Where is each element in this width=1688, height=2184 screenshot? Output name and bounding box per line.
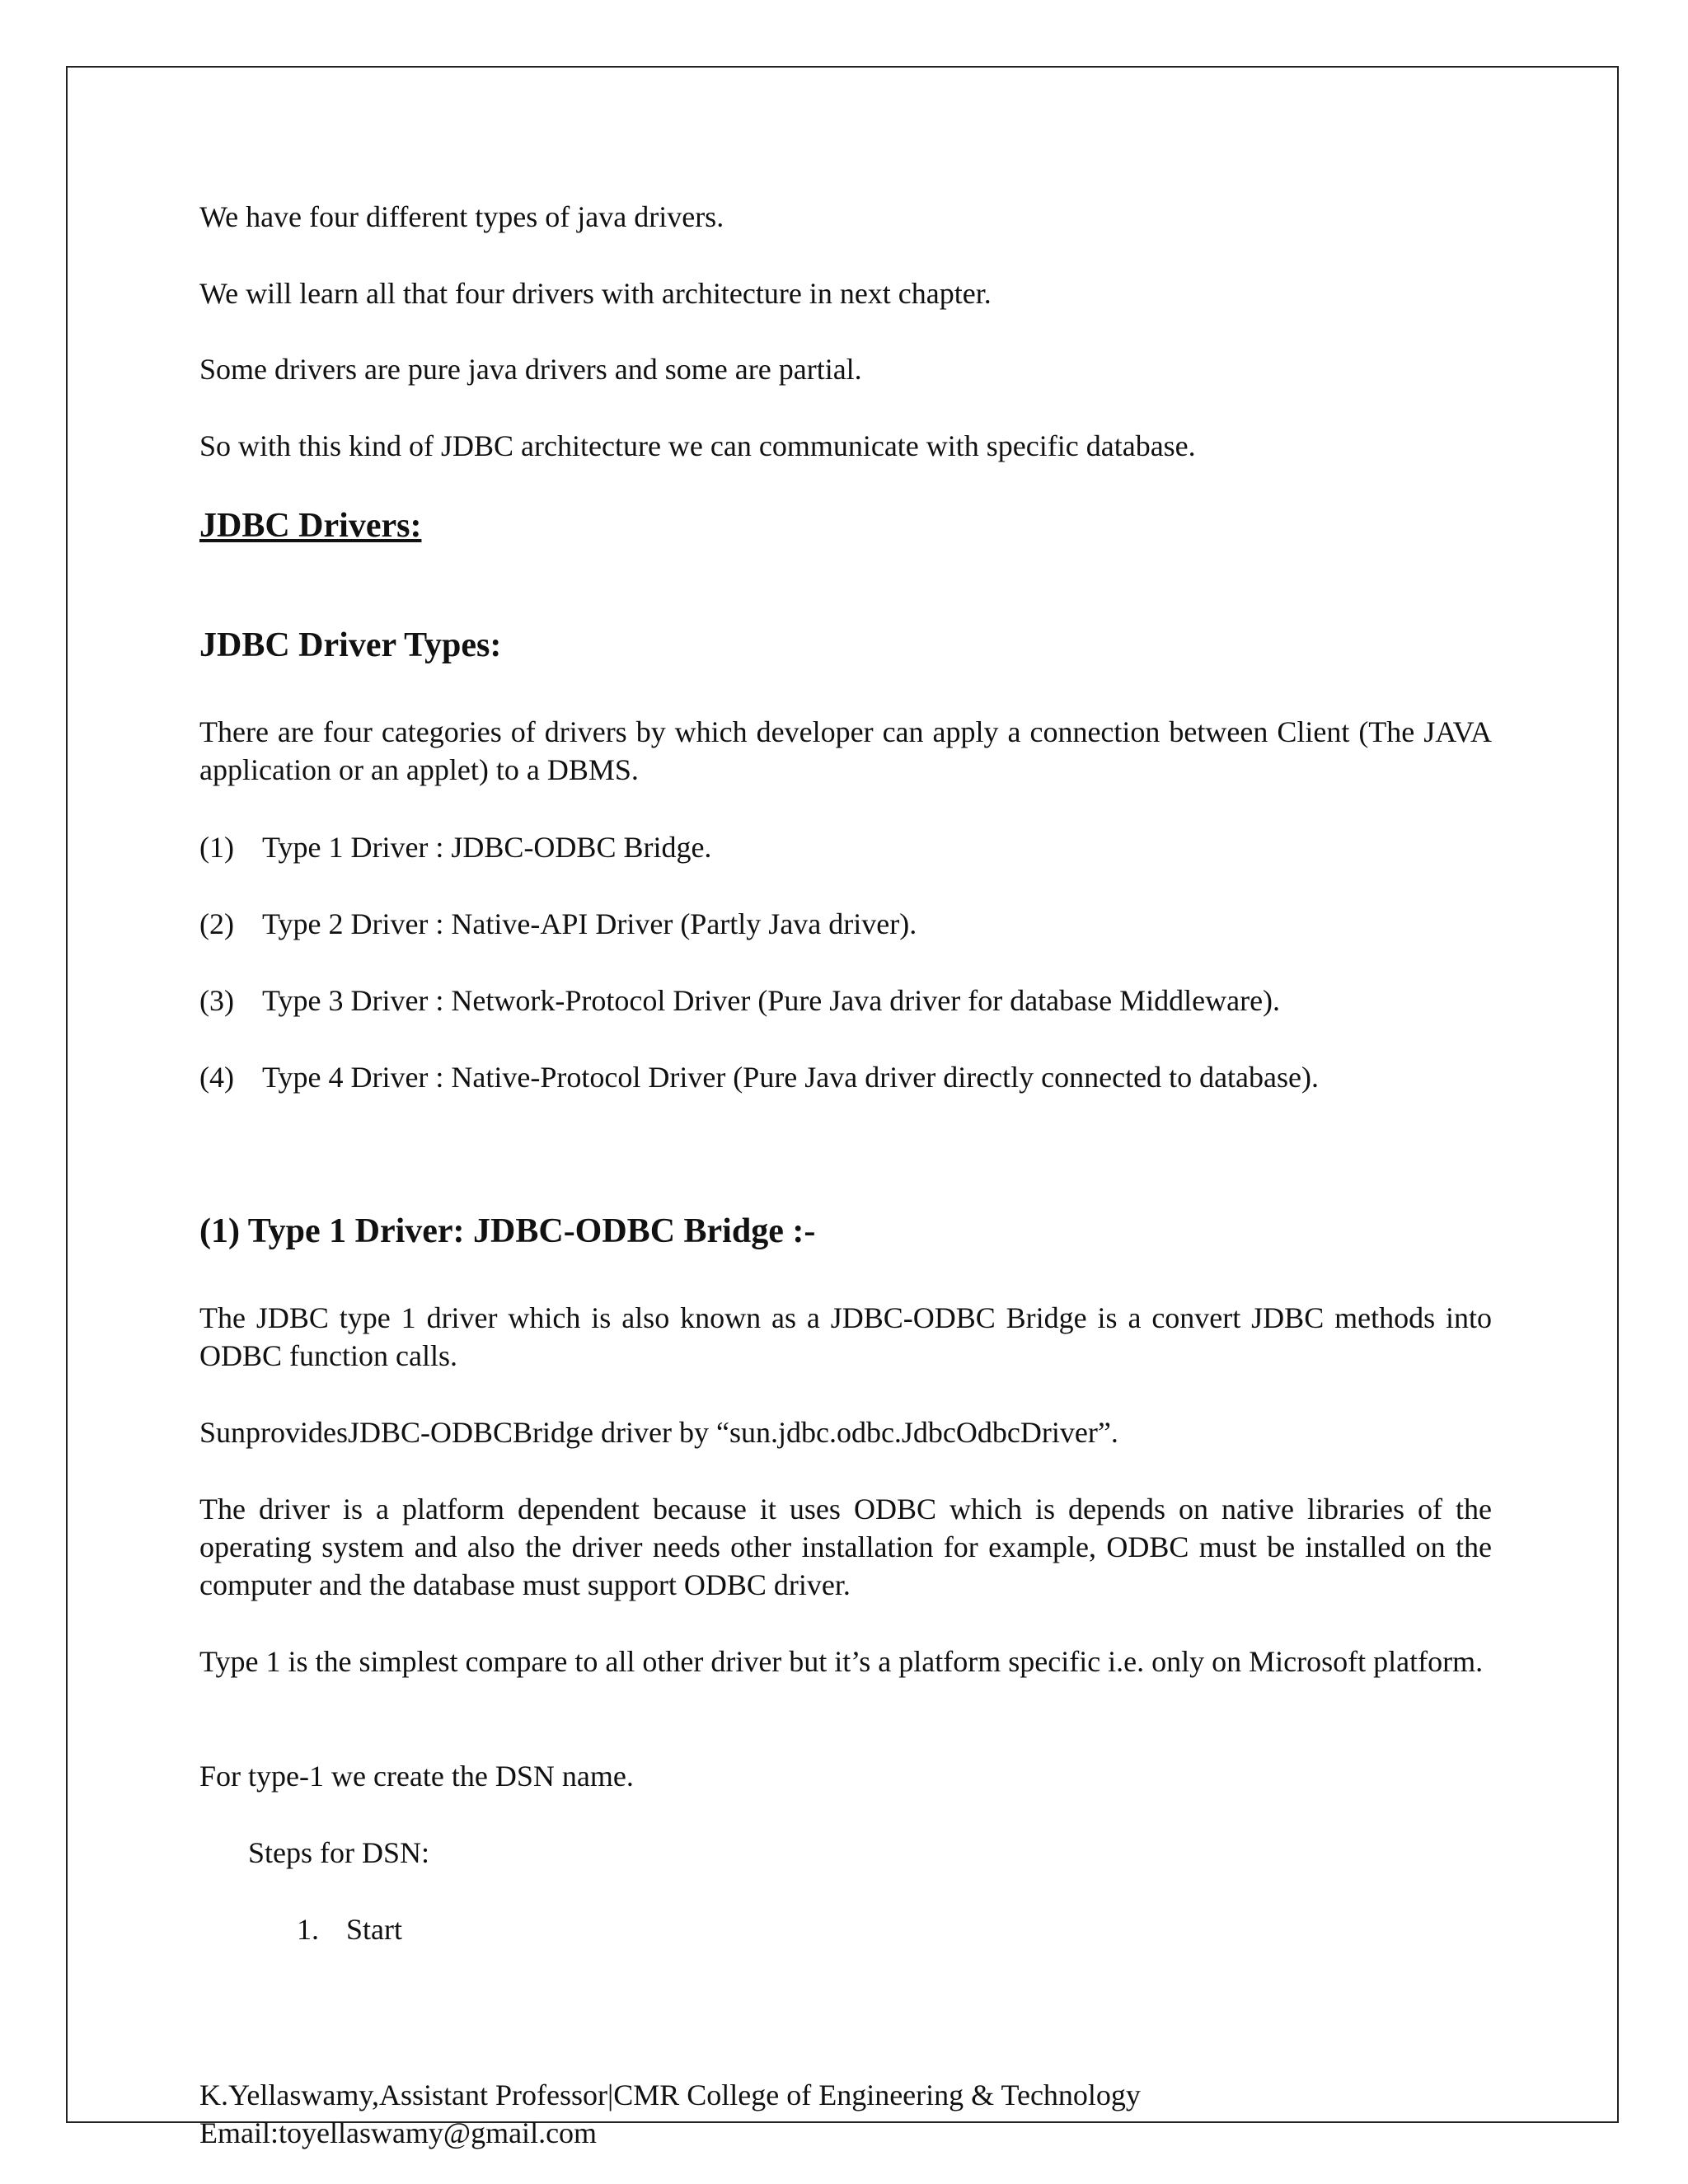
type1-paragraph-5: For type-1 we create the DSN name. [199,1760,634,1793]
driver-type-item-2 [199,905,917,943]
intro-line-1: We have four different types of java drivers. [199,200,724,233]
jdbc-drivers-heading: JDBC Drivers: [199,507,422,545]
footer-email: Email:toyellaswamy@gmail.com [199,2116,598,2149]
type1-paragraph-4: Type 1 is the simplest compare to all other driver but it’s a platform specific i.e. only on Microsoft platform. [199,1645,1484,1678]
dsn-steps-title: Steps for DSN: [248,1836,430,1869]
driver-type-item-text: Type 2 Driver : Native-API Driver (Partly Java driver). [262,907,917,940]
type1-paragraph-1: The JDBC type 1 driver which is also known as a JDBC-ODBC Bridge is a convert JDBC methods into ODBC function calls. [199,1301,1492,1372]
type1-paragraph-2: SunprovidesJDBC-ODBCBridge driver by “sun.jdbc.odbc.JdbcOdbcDriver”. [199,1416,1118,1449]
driver-type-item-3 [199,982,1280,1019]
driver-types-description: There are four categories of drivers by which developer can apply a connection between Client (The JAVA application or an applet) to a DBMS. [199,715,1492,786]
driver-type-item-1 [199,828,711,866]
driver-type-item-text: Type 3 Driver : Network-Protocol Driver (Pure Java driver for database Middleware). [262,984,1281,1017]
intro-line-2: We will learn all that four drivers with architecture in next chapter. [199,277,992,310]
driver-type-item-text: Type 1 Driver : JDBC-ODBC Bridge. [262,831,712,864]
intro-line-3: Some drivers are pure java drivers and some are partial. [199,353,862,386]
driver-type-item-number: (3) [199,984,234,1017]
driver-type-item-text: Type 4 Driver : Native-Protocol Driver (Pure Java driver directly connected to database). [262,1061,1319,1094]
driver-type-item-number: (2) [199,907,234,940]
dsn-step-1 [297,1910,402,1948]
driver-type-item-number: (1) [199,831,234,864]
type1-driver-heading: (1) Type 1 Driver: JDBC-ODBC Bridge :- [199,1212,816,1250]
type1-paragraph-3: The driver is a platform dependent because it uses ODBC which is depends on native libraries of the operating system and also the driver needs other installation for example, ODBC must be installed on the computer and the database must support ODBC driver. [199,1493,1492,1601]
jdbc-driver-types-heading: JDBC Driver Types: [199,626,502,664]
driver-type-item-4 [199,1058,1319,1096]
intro-line-4: So with this kind of JDBC architecture we can communicate with specific database. [199,429,1196,462]
dsn-step-number: 1. [297,1913,319,1946]
dsn-step-text: Start [346,1913,402,1946]
footer-author: K.Yellaswamy,Assistant Professor|CMR College of Engineering & Technology [199,2079,1141,2111]
driver-type-item-number: (4) [199,1061,234,1094]
